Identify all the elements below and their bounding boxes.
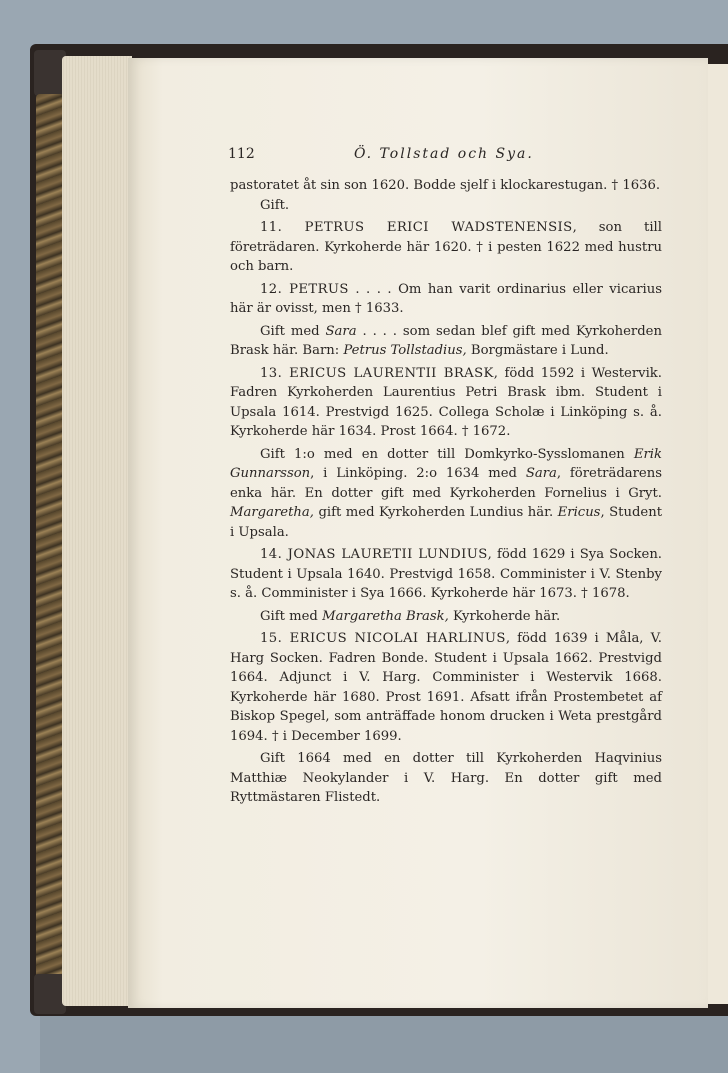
marbled-spine (36, 94, 64, 1014)
entry-heading: 13. ERICUS LAURENTII BRASK (260, 365, 494, 381)
entry-heading: 15. ERICUS NICOLAI HARLINUS (260, 631, 506, 646)
paragraph: Gift med Margaretha Brask, Kyrkoherde här. (260, 608, 561, 624)
entry-heading: 12. PETRUS (260, 281, 349, 297)
paragraph: Gift. (260, 197, 290, 213)
facing-page-edge (706, 64, 728, 1004)
page-edges (62, 56, 132, 1006)
running-title: Ö. Tollstad och Sya. (354, 146, 534, 162)
paragraph: 12. PETRUS . . . . Om han varit ordinarius eller vicarius här är ovisst, men † 1633. (230, 281, 663, 316)
paragraph: Gift 1664 med en dotter till Kyrkoherden Haqvinius Matthiæ Neokylander i V. Harg. En dotter gift med Ryttmästaren Flistedt. (230, 751, 662, 805)
paragraph: 11. PETRUS ERICI WADSTENENSIS, son till företrädaren. Kyrkoherde här 1620. † i pesten 1622 med hustru och barn. (230, 220, 662, 274)
page-header (228, 146, 658, 170)
entry-heading: 14. JONAS LAURETII LUNDIUS (260, 547, 488, 562)
paragraph: 15. ERICUS NICOLAI HARLINUS, född 1639 i Måla, V. Harg Socken. Fadren Bonde. Student i Upsala 1662. Prestvigd 1664. Adjunct i V. Harg. Comminister i Westervik 1668. Kyrkoherde här 1680. Prost 1691. Afsatt ifrån Prostembetet af Biskop Spegel, som anträffade honom drucken i Weta prestgård 1694. † i December 1699. (230, 631, 662, 744)
entry-heading: 11. PETRUS ERICI WADSTENENSIS (260, 220, 573, 235)
paragraph: pastoratet åt sin son 1620. Bodde sjelf i klockarestugan. † 1636. (230, 178, 661, 193)
body-text (230, 176, 662, 808)
background-surface (40, 1016, 728, 1073)
paragraph: Gift 1:o med en dotter till Domkyrko-Sysslomanen Erik Gunnarsson, i Linköping. 2:o 1634 med Sara, företrädarens enka här. En dotter gift med Kyrkoherden Fornelius i Gryt. Margaretha, gift med Kyrkoherden Lundius här. Ericus, Student i Upsala. (230, 446, 663, 540)
paragraph: 13. ERICUS LAURENTII BRASK, född 1592 i Westervik. Fadren Kyrkoherden Laurentius Petri Brask ibm. Student i Upsala 1614. Prestvigd 1625. Collega Scholæ i Linköping s. å. Kyrkoherde här 1634. Prost 1664. † 1672. (230, 365, 662, 439)
paragraph: Gift med Sara . . . . som sedan blef gift med Kyrkoherden Brask här. Barn: Petrus Tollstadius, Borgmästare i Lund. (230, 323, 662, 358)
book-page (128, 58, 708, 1008)
page-number: 112 (228, 146, 255, 162)
paragraph: 14. JONAS LAURETII LUNDIUS, född 1629 i Sya Socken. Student i Upsala 1640. Prestvigd 1658. Comminister i V. Stenby s. å. Comminister i Sya 1666. Kyrkoherde här 1673. † 1678. (230, 547, 662, 601)
